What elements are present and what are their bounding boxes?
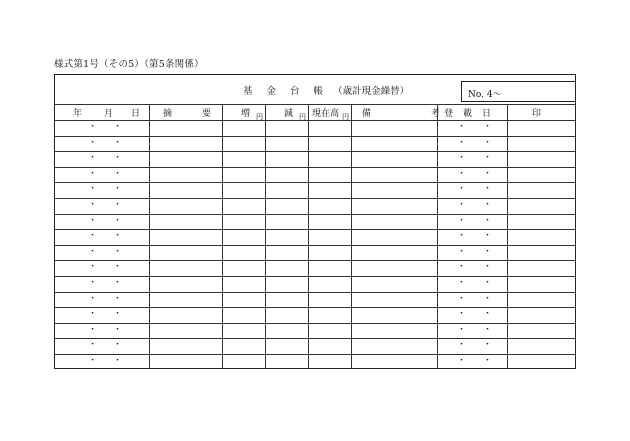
- column-line: [308, 104, 309, 368]
- header-remarks: [362, 106, 440, 120]
- date-separator: ・: [457, 215, 467, 226]
- date-separator: ・: [483, 293, 493, 304]
- date-separator: ・: [88, 184, 98, 195]
- date-separator: ・: [113, 122, 123, 132]
- date-separator: ・: [88, 137, 98, 148]
- ledger-table: [54, 74, 576, 369]
- date-separator: ・: [88, 231, 98, 242]
- yen-increase: 円: [256, 113, 263, 121]
- row-line: [55, 136, 575, 137]
- row-line: [55, 323, 575, 324]
- date-separator: ・: [88, 356, 98, 366]
- date-separator: ・: [113, 293, 123, 304]
- number-label: No. 4〜: [468, 90, 502, 100]
- header-increase: 増: [241, 109, 251, 119]
- date-separator: ・: [113, 153, 123, 164]
- date-separator: ・: [88, 122, 98, 132]
- date-separator: ・: [88, 246, 98, 257]
- date-separator: ・: [113, 356, 123, 366]
- header-remarks-2: 考: [431, 109, 441, 119]
- title-char-4: 帳: [313, 86, 324, 97]
- row-line: [55, 276, 575, 277]
- date-separator: ・: [457, 262, 467, 273]
- date-separator: ・: [483, 200, 493, 210]
- header-bottom-line: [55, 120, 575, 121]
- date-separator: ・: [457, 324, 467, 335]
- date-separator: ・: [88, 324, 98, 335]
- column-line: [265, 104, 266, 368]
- header-remarks-1: 備: [362, 109, 372, 119]
- header-summary: [163, 106, 211, 120]
- date-separator: ・: [113, 137, 123, 148]
- row-line: [55, 151, 575, 152]
- row-line: [55, 245, 575, 246]
- yen-balance: 円: [342, 113, 349, 121]
- date-separator: ・: [483, 340, 493, 351]
- title-subtitle: （歳計現金繰替）: [333, 86, 410, 97]
- date-separator: ・: [457, 231, 467, 242]
- row-line: [55, 182, 575, 183]
- row-line: [55, 229, 575, 230]
- number-box: [461, 81, 576, 102]
- date-separator: ・: [113, 278, 123, 288]
- header-summary-1: 摘: [163, 109, 173, 119]
- column-line: [351, 104, 352, 368]
- date-separator: ・: [483, 262, 493, 273]
- date-separator: ・: [483, 168, 493, 179]
- date-separator: ・: [113, 184, 123, 195]
- date-separator: ・: [88, 340, 98, 351]
- date-separator: ・: [113, 324, 123, 335]
- date-separator: ・: [483, 153, 493, 164]
- date-separator: ・: [113, 231, 123, 242]
- date-separator: ・: [457, 278, 467, 288]
- date-separator: ・: [483, 122, 493, 132]
- date-separator: ・: [113, 340, 123, 351]
- row-line: [55, 214, 575, 215]
- date-separator: ・: [457, 356, 467, 366]
- header-top-line: [55, 104, 575, 105]
- date-separator: ・: [483, 215, 493, 226]
- date-separator: ・: [483, 356, 493, 366]
- title-char-1: 基: [243, 86, 253, 97]
- form-label: 様式第1号（その5）（第5条関係）: [54, 59, 204, 70]
- header-month: 月: [104, 109, 114, 119]
- date-separator: ・: [113, 309, 123, 320]
- date-separator: ・: [457, 340, 467, 351]
- date-separator: ・: [457, 153, 467, 164]
- row-line: [55, 354, 575, 355]
- date-separator: ・: [88, 262, 98, 273]
- yen-decrease: 円: [299, 113, 306, 121]
- column-line: [222, 104, 223, 368]
- date-separator: ・: [457, 184, 467, 195]
- date-separator: ・: [88, 200, 98, 210]
- date-separator: ・: [483, 278, 493, 288]
- row-line: [55, 292, 575, 293]
- date-separator: ・: [88, 168, 98, 179]
- date-separator: ・: [457, 309, 467, 320]
- date-separator: ・: [483, 246, 493, 257]
- row-line: [55, 338, 575, 339]
- row-line: [55, 167, 575, 168]
- date-separator: ・: [113, 246, 123, 257]
- date-separator: ・: [457, 293, 467, 304]
- date-separator: ・: [457, 246, 467, 257]
- date-separator: ・: [457, 168, 467, 179]
- date-separator: ・: [483, 184, 493, 195]
- date-separator: ・: [483, 324, 493, 335]
- header-registration-2: 載: [463, 109, 473, 119]
- title-row: [55, 75, 575, 104]
- date-separator: ・: [113, 215, 123, 226]
- date-separator: ・: [88, 293, 98, 304]
- title-char-3: 台: [290, 86, 300, 97]
- header-day: 日: [131, 109, 141, 119]
- header-summary-2: 要: [202, 109, 212, 119]
- column-line: [149, 104, 150, 368]
- header-date: [73, 106, 140, 120]
- header-year: 年: [73, 109, 83, 119]
- row-line: [55, 307, 575, 308]
- date-separator: ・: [113, 168, 123, 179]
- date-separator: ・: [88, 278, 98, 288]
- date-separator: ・: [88, 215, 98, 226]
- date-separator: ・: [457, 137, 467, 148]
- header-decrease: 減: [284, 109, 294, 119]
- column-line: [437, 104, 438, 368]
- title-char-2: 金: [266, 86, 277, 97]
- row-line: [55, 198, 575, 199]
- date-separator: ・: [113, 262, 123, 273]
- header-registration-date: [444, 106, 491, 120]
- header-seal: 印: [532, 109, 542, 119]
- header-balance: 現在高: [312, 109, 340, 119]
- header-registration-1: 登: [444, 109, 454, 119]
- date-separator: ・: [457, 122, 467, 132]
- header-registration-3: 日: [482, 109, 492, 119]
- date-separator: ・: [457, 200, 467, 210]
- date-separator: ・: [88, 153, 98, 164]
- ledger-title: [243, 83, 409, 97]
- date-separator: ・: [113, 200, 123, 210]
- date-separator: ・: [483, 137, 493, 148]
- date-separator: ・: [88, 309, 98, 320]
- date-separator: ・: [483, 309, 493, 320]
- date-separator: ・: [483, 231, 493, 242]
- row-line: [55, 260, 575, 261]
- column-line: [507, 104, 508, 368]
